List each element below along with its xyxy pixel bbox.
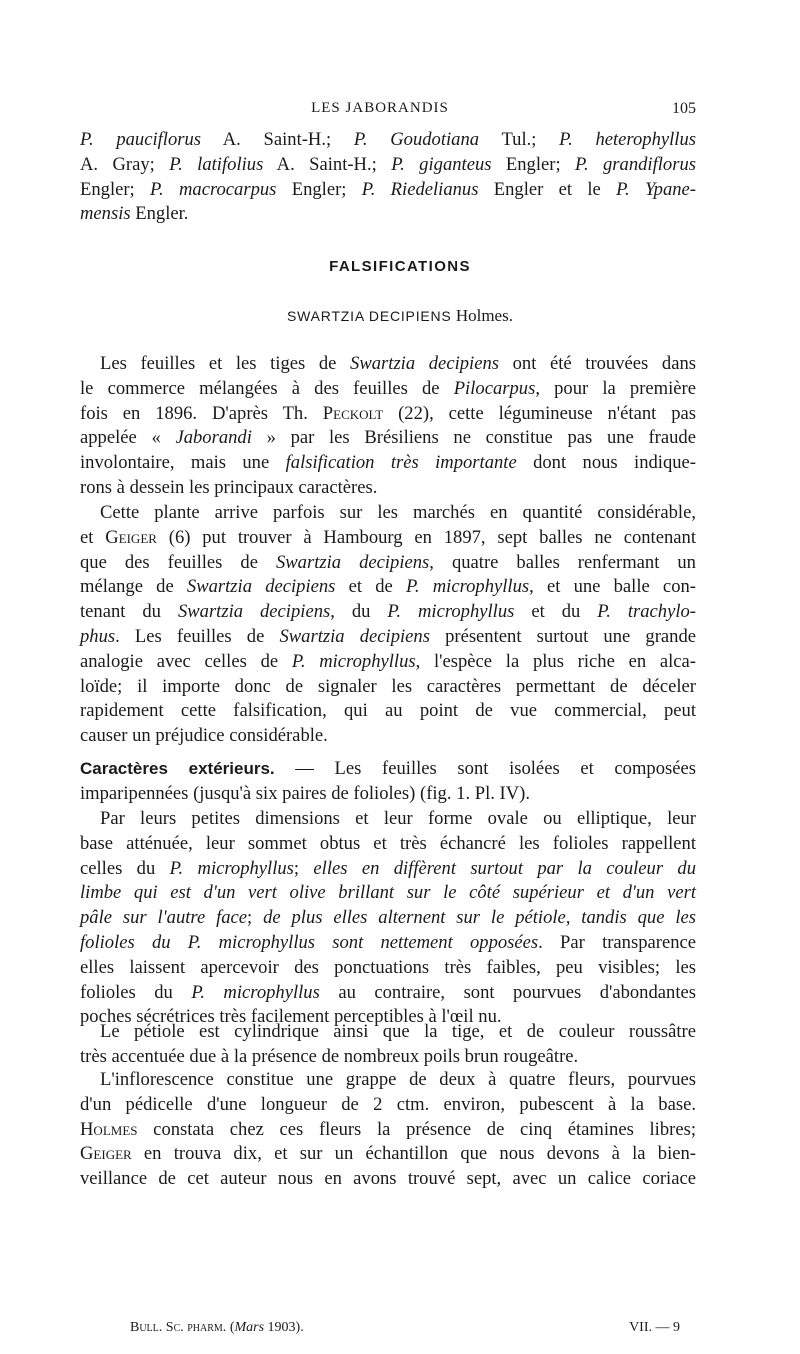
text-line: Par leurs petites dimensions et leur forme ovale ou elliptique, leur	[100, 808, 696, 829]
text-line: poches sécrétrices très facilement perceptibles à l'œil nu.	[80, 1006, 502, 1028]
text-line: Holmes constata chez ces fleurs la présence de cinq étamines libres;	[80, 1118, 696, 1140]
inline-heading: Caractères extérieurs.	[80, 759, 275, 778]
text-line: limbe qui est d'un vert olive brillant sur le côté supérieur et d'un vert	[80, 882, 696, 904]
text-line: P. pauciflorus A. Saint-H.; P. Goudotiana Tul.; P. heterophyllus	[80, 129, 696, 150]
text-line: imparipennées (jusqu'à six paires de folioles) (fig. 1. Pl. IV).	[80, 782, 531, 804]
text-line: rapidement cette falsification, qui au point de vue commercial, peut	[80, 700, 696, 722]
journal-citation: Bull. Sc. pharm. (Mars 1903).	[130, 1320, 304, 1335]
text-line: tenant du Swartzia decipiens, du P. microphyllus et du P. trachylo-	[80, 601, 696, 623]
section-title: FALSIFICATIONS	[329, 258, 471, 275]
text-line: Cette plante arrive parfois sur les marchés en quantité considérable,	[100, 502, 696, 523]
text-line: loïde; il importe donc de signaler les caractères permettant de déceler	[80, 675, 696, 697]
signature-mark: VII. — 9	[629, 1320, 680, 1335]
text-line: base atténuée, leur sommet obtus et très échancré les folioles rappellent	[80, 832, 696, 854]
text-line: involontaire, mais une falsification très importante dont nous indique-	[80, 452, 696, 474]
text-line: causer un préjudice considérable.	[80, 725, 328, 747]
text-line: que des feuilles de Swartzia decipiens, quatre balles renfermant un	[80, 551, 696, 573]
text-line: analogie avec celles de P. microphyllus, l'espèce la plus riche en alca-	[80, 650, 696, 672]
text-line: d'un pédicelle d'une longueur de 2 ctm. environ, pubescent à la base.	[80, 1093, 696, 1115]
text-line: L'inflorescence constitue une grappe de deux à quatre fleurs, pourvues	[100, 1069, 696, 1090]
text-line: et Geiger (6) put trouver à Hambourg en 1897, sept balles ne contenant	[80, 526, 696, 548]
text-line: Caractères extérieurs. — Les feuilles sont isolées et composées	[80, 758, 696, 779]
text-line: rons à dessein les principaux caractères.	[80, 476, 378, 498]
text-line: elles laissent apercevoir des ponctuations très faibles, peu visibles; les	[80, 956, 696, 978]
text-line: pâle sur l'autre face; de plus elles alternent sur le pétiole, tandis que les	[80, 907, 696, 929]
text-line: celles du P. microphyllus; elles en diffèrent surtout par la couleur du	[80, 857, 696, 879]
text-line: folioles du P. microphyllus au contraire, sont pourvues d'abondantes	[80, 981, 696, 1003]
text-line: folioles du P. microphyllus sont nettement opposées. Par transparence	[80, 931, 697, 953]
running-title: LES JABORANDIS	[311, 100, 449, 116]
subsection-title: SWARTZIA DECIPIENS Holmes.	[287, 306, 513, 325]
paragraph-species-list	[80, 128, 696, 227]
text-line: Les feuilles et les tiges de Swartzia decipiens ont été trouvées dans	[100, 353, 696, 374]
text-line: Geiger en trouva dix, et sur un échantillon que nous devons à la bien-	[80, 1143, 696, 1165]
text-line: Le pétiole est cylindrique ainsi que la tige, et de couleur roussâtre	[100, 1021, 696, 1042]
text-line: très accentuée due à la présence de nombreux poils brun rougeâtre.	[80, 1045, 579, 1067]
text-line: A. Gray; P. latifolius A. Saint-H.; P. giganteus Engler; P. grandiflorus	[80, 153, 696, 175]
text-line: mensis Engler.	[80, 203, 189, 225]
page-footer	[130, 1320, 680, 1342]
paragraph-external-characters	[80, 757, 696, 807]
text-line: Engler; P. macrocarpus Engler; P. Riedelianus Engler et le P. Ypane-	[80, 178, 696, 200]
paragraph-inflorescence	[80, 1068, 696, 1192]
text-line: mélange de Swartzia decipiens et de P. microphyllus, et une balle con-	[80, 576, 696, 598]
text-line: phus. Les feuilles de Swartzia decipiens présentent surtout une grande	[80, 625, 696, 647]
text-line: appelée « Jaborandi » par les Brésiliens ne constitue pas une fraude	[80, 427, 696, 449]
paragraph-intro	[80, 352, 696, 501]
page-number: 105	[672, 100, 696, 117]
paragraph-leaflets	[80, 807, 696, 1030]
text-line: fois en 1896. D'après Th. Peckolt (22), cette légumineuse n'étant pas	[80, 402, 696, 424]
paragraph-market	[80, 501, 696, 749]
text-line: veillance de cet auteur nous en avons trouvé sept, avec un calice coriace	[80, 1168, 696, 1190]
paragraph-petiole	[80, 1020, 696, 1070]
text-line: le commerce mélangées à des feuilles de Pilocarpus, pour la première	[80, 377, 696, 399]
running-head	[80, 100, 696, 122]
